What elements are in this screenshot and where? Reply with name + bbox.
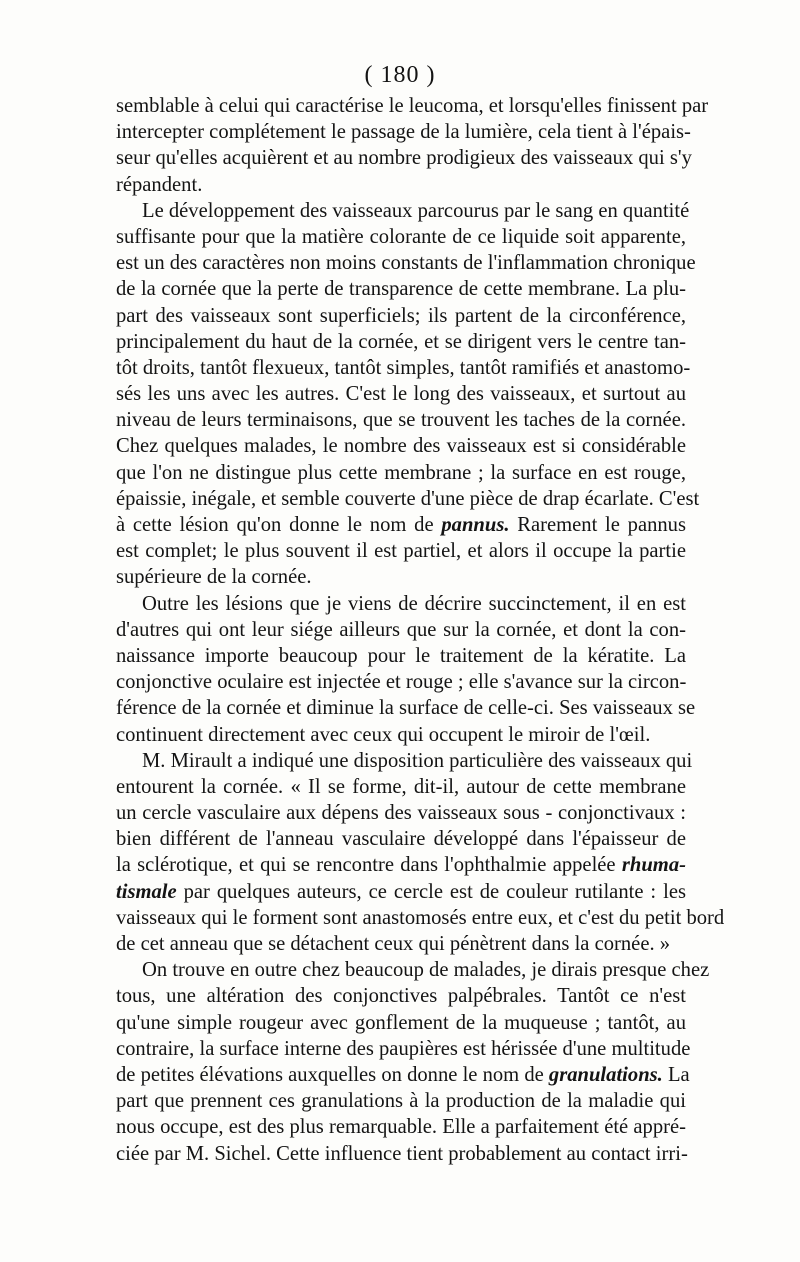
text-line: d'autres qui ont leur siége ailleurs que sur la cornée, et dont la con- [116,618,686,641]
text-line: tôt droits, tantôt flexueux, tantôt simples, tantôt ramifiés et anastomo- [116,356,691,379]
text-line: entourent la cornée. « Il se forme, dit-il, autour de cette membrane [116,775,686,798]
text-segment: la sclérotique, et qui se rencontre dans l'ophthalmie appelée [116,854,622,877]
text-line: un cercle vasculaire aux dépens des vaisseaux sous - conjonctivaux : [116,802,686,825]
text-segment: Rarement le pannus [509,514,686,536]
body-text [116,93,725,1167]
text-line: principalement du haut de la cornée, et se dirigent vers le centre tan- [116,330,686,353]
text-line [116,852,686,878]
text-line: répandent. [116,173,203,196]
text-line: de cet anneau que se détachent ceux qui pénètrent dans la cornée. » [116,933,671,955]
text-line: niveau de leurs terminaisons, que se trouvent les taches de la cornée. [116,409,686,432]
text-line: nous occupe, est des plus remarquable. Elle a parfaitement été appré- [116,1116,686,1139]
text-segment: à cette lésion qu'on donne le nom de [116,514,442,536]
text-line: que l'on ne distingue plus cette membrane ; la surface en est rouge, [116,461,686,484]
text-line: contraire, la surface interne des paupières est hérissée d'une multitude [116,1037,691,1060]
text-line: Le développement des vaisseaux parcourus par le sang en quantité [142,199,690,222]
italic-term: tismale [116,880,177,903]
text-segment: par quelques auteurs, ce cercle est de couleur rutilante : les [176,880,686,903]
text-line: supérieure de la cornée. [116,566,312,589]
text-segment: La [662,1063,690,1086]
text-line: qu'une simple rougeur avec gonflement de la muqueuse ; tantôt, au [116,1011,686,1034]
text-line: conjonctive oculaire est injectée et rouge ; elle s'avance sur la circon- [116,671,687,694]
italic-term: granulations. [548,1063,663,1086]
text-line: épaissie, inégale, et semble couverte d'une pièce de drap écarlate. C'est [116,487,700,510]
text-line: est complet; le plus souvent il est partiel, et alors il occupe la partie [116,540,686,563]
text-line [116,1062,690,1088]
text-line [116,512,686,538]
text-line: part que prennent ces granulations à la production de la maladie qui [116,1090,686,1113]
text-line: sés les uns avec les autres. C'est le long des vaisseaux, et surtout au [116,383,686,406]
text-line: semblable à celui qui caractérise le leucoma, et lorsqu'elles finissent par [116,95,709,117]
text-line: Chez quelques malades, le nombre des vaisseaux est si considérable [116,435,686,458]
text-line: part des vaisseaux sont superficiels; ils partent de la circonférence, [116,304,686,327]
text-line: bien différent de l'anneau vasculaire développé dans l'épaisseur de [116,828,686,851]
text-line: seur qu'elles acquièrent et au nombre prodigieux des vaisseaux qui s'y [116,147,692,170]
text-line: ciée par M. Sichel. Cette influence tient probablement au contact irri- [116,1142,688,1165]
text-line: Outre les lésions que je viens de décrire succinctement, il en est [142,592,686,615]
text-line [116,879,686,905]
text-segment: de petites élévations auxquelles on donne le nom de [116,1063,549,1086]
text-line: M. Mirault a indiqué une disposition particulière des vaisseaux qui [142,749,693,772]
text-line: continuent directement avec ceux qui occupent le miroir de l'œil. [116,723,651,746]
italic-term: rhuma- [621,854,686,877]
text-line: férence de la cornée et diminue la surface de celle-ci. Ses vaisseaux se [116,697,696,720]
text-line: suffisante pour que la matière colorante de ce liquide soit apparente, [116,225,686,248]
text-line: de la cornée que la perte de transparence de cette membrane. La plu- [116,278,686,301]
text-line: On trouve en outre chez beaucoup de malades, je dirais presque chez [142,959,710,982]
text-line: naissance importe beaucoup pour le traitement de la kératite. La [116,644,686,667]
italic-term: pannus. [441,514,510,536]
text-line: intercepter complétement le passage de la lumière, cela tient à l'épais- [116,121,691,144]
text-line: tous, une altération des conjonctives palpébrales. Tantôt ce n'est [116,985,686,1008]
text-line: est un des caractères non moins constants de l'inflammation chronique [116,252,696,275]
page-number: ( 180 ) [364,62,436,88]
text-line: vaisseaux qui le forment sont anastomosés entre eux, et c'est du petit bord [116,906,725,929]
